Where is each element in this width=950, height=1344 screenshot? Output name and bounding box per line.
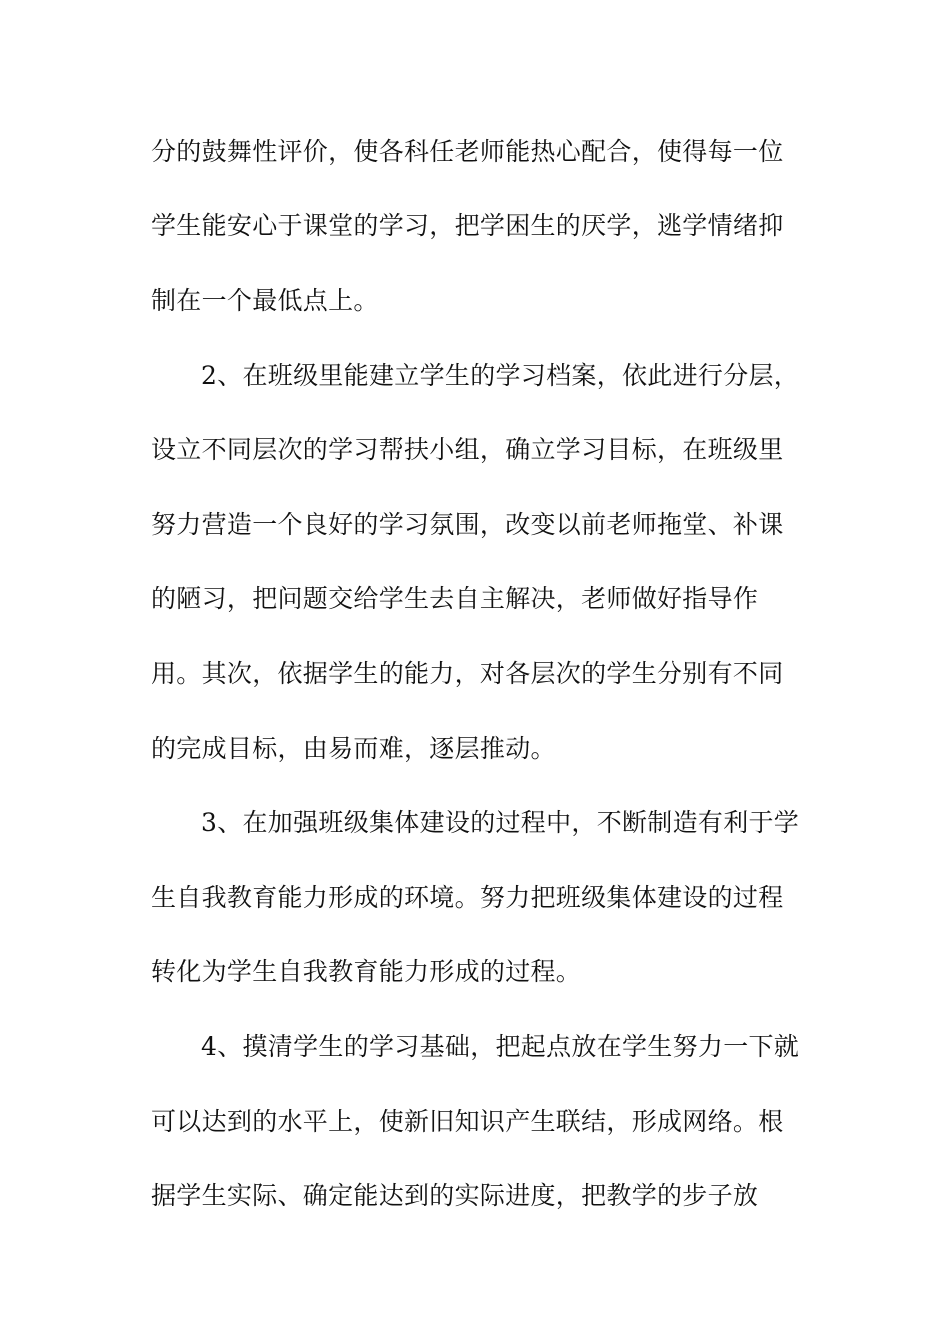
text-line-12: 转化为学生自我教育能力形成的过程。 xyxy=(151,957,582,986)
text-line-1: 分的鼓舞性评价，使各科任老师能热心配合，使得每一位 xyxy=(151,137,784,166)
text-line-8: 用。其次，依据学生的能力，对各层次的学生分别有不同 xyxy=(151,659,784,688)
text-line-2: 学生能安心于课堂的学习，把学困生的厌学，逃学情绪抑 xyxy=(151,211,784,240)
text-line-7: 的陋习，把问题交给学生去自主解决，老师做好指导作 xyxy=(151,584,759,613)
text-line-14: 可以达到的水平上，使新旧知识产生联结，形成网络。根 xyxy=(151,1107,784,1136)
text-line-3: 制在一个最低点上。 xyxy=(151,286,379,315)
text-line-5: 设立不同层次的学习帮扶小组，确立学习目标，在班级里 xyxy=(151,435,784,464)
text-line-9: 的完成目标，由易而难，逐层推动。 xyxy=(151,734,556,763)
text-line-11: 生自我教育能力形成的环境。努力把班级集体建设的过程 xyxy=(151,883,784,912)
text-line-6: 努力营造一个良好的学习氛围，改变以前老师拖堂、补课 xyxy=(151,510,784,539)
text-line-15: 据学生实际、确定能达到的实际进度，把教学的步子放 xyxy=(151,1181,759,1210)
paragraph-2-start: 2、在班级里能建立学生的学习档案，依此进行分层， xyxy=(201,361,800,390)
paragraph-4-start: 4、摸清学生的学习基础，把起点放在学生努力一下就 xyxy=(201,1032,800,1061)
paragraph-3-start: 3、在加强班级集体建设的过程中，不断制造有利于学 xyxy=(201,808,800,837)
